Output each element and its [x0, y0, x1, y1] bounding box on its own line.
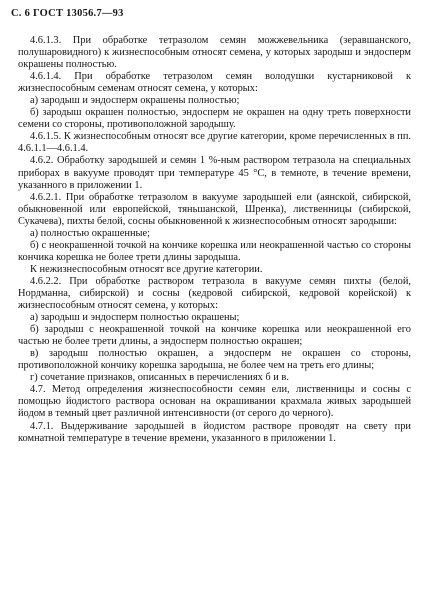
body-text: [18, 35, 411, 445]
list-item: в) зародыш полностью окрашен, а эндосперм не окрашен со стороны, противоположной кончику корешка зародыша, не более чем на треть его длины;: [18, 348, 411, 372]
paragraph: К нежизнеспособным относят все другие категории.: [30, 263, 263, 275]
list-item: б) с неокрашенной точкой на кончике корешка или неокрашенной частью со стороны кончика корешка не более трети длины зародыша.: [18, 239, 411, 263]
paragraph: 4.6.1.3. При обработке тетразолом семян можжевельника (зеравшанского, полушаровидного) к жизнеспособным относят семена, у которых зародыш и эндосперм окрашены полностью.: [18, 35, 411, 71]
list-item: б) зародыш с неокрашенной точкой на кончике корешка или неокрашенной его частью не более трети длины, а эндосперм полностью окрашен;: [18, 324, 411, 348]
paragraph: 4.6.2. Обработку зародышей и семян 1 %-ным раствором тетразола на специальных приборах в вакууме проводят при температуре 45 °С, в темноте, в течение времени, указанного в приложении 1.: [18, 155, 411, 191]
list-item: а) зародыш и эндосперм окрашены полностью;: [30, 95, 240, 107]
list-item: б) зародыш окрашен полностью, эндосперм не окрашен на одну треть поверхности семени со стороны, противоположной зародышу.: [18, 107, 411, 131]
page-header: С. 6 ГОСТ 13056.7—93: [11, 8, 124, 19]
list-item: а) полностью окрашенные;: [30, 227, 151, 239]
paragraph: 4.6.2.2. При обработке раствором тетразола в вакууме семян пихты (белой, Нордманна, сибирской) и сосны (кедровой сибирской, кедровой корейской) к жизнеспособным относят семена, у которых:: [18, 275, 411, 312]
paragraph: 4.6.1.5. К жизнеспособным относят все другие категории, кроме перечисленных в пп. 4.6.1.1—4.6.1.4.: [18, 131, 411, 155]
list-item: а) зародыш и эндосперм полностью окрашены;: [30, 312, 240, 324]
paragraph: 4.6.1.4. При обработке тетразолом семян володушки кустарниковой к жизнеспособным семенам относят семена, у которых:: [18, 71, 411, 95]
paragraph: 4.7. Метод определения жизнеспособности семян ели, лиственницы и сосны с помощью йодистого раствора основан на окрашивании крахмала живых зародышей йодом в темный цвет различной интенсивности (от серого до черного).: [18, 384, 411, 420]
list-item: г) сочетание признаков, описанных в перечислениях б и в.: [30, 372, 289, 384]
paragraph: 4.7.1. Выдерживание зародышей в йодистом растворе проводят на свету при комнатной температуре в течение времени, указанного в приложении 1.: [18, 420, 411, 444]
paragraph: 4.6.2.1. При обработке тетразолом в вакууме зародышей ели (аянской, сибирской, обыкновенной или европейской, тяньшанской, Шренка), лиственницы (сибирской, Сукачева), пихты белой, сосны обыкновенной к жизнеспособным относят зародыши:: [18, 191, 411, 227]
